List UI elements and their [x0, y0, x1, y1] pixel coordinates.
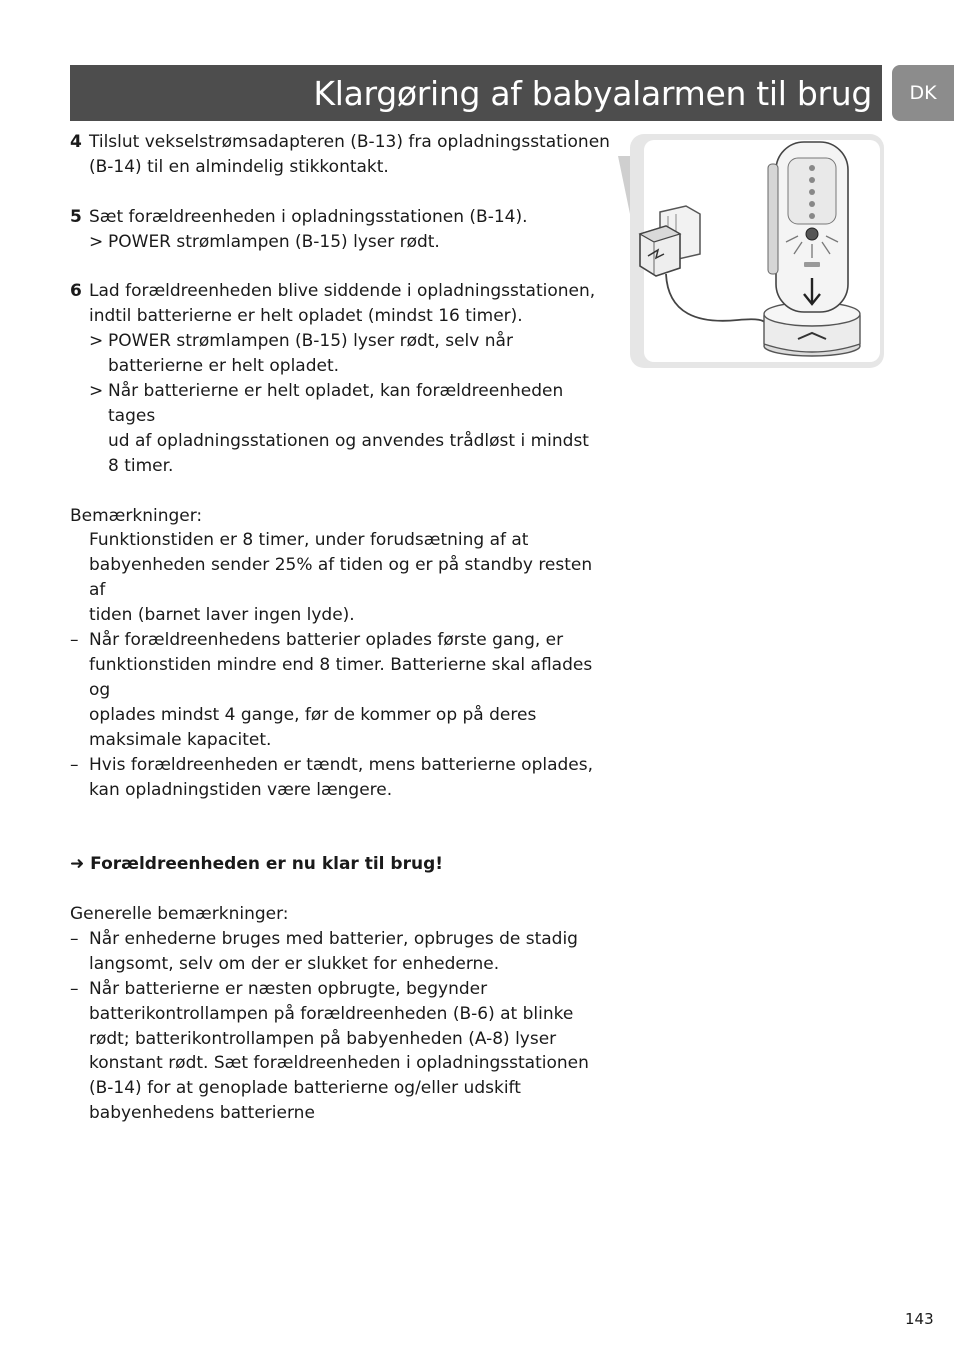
result-marker: >	[89, 381, 104, 402]
note-line: oplades mindst 4 gange, før de kommer op på deres	[89, 704, 537, 725]
charging-station-illustration	[618, 134, 884, 368]
dash-marker: –	[70, 630, 79, 651]
note-line: Når enhederne bruges med batterier, opbruges de stadig	[89, 928, 578, 949]
note-item	[70, 628, 610, 753]
step-line: indtil batterierne er helt opladet (mindst 16 timer).	[89, 306, 523, 327]
general-notes-heading: Generelle bemærkninger:	[70, 904, 289, 925]
note-line: funktionstiden mindre end 8 timer. Batterierne skal aflades og	[89, 654, 593, 700]
general-note-item	[70, 977, 610, 1126]
dash-marker: –	[70, 754, 79, 775]
step-result	[70, 230, 610, 255]
general-note-item	[70, 927, 610, 977]
note-line: maksimale kapacitet.	[89, 729, 272, 750]
step-result	[70, 329, 610, 379]
note-line: Når forældreenhedens batterier oplades første gang, er	[89, 630, 564, 651]
note-line: konstant rødt. Sæt forældreenheden i opladningsstationen	[89, 1053, 589, 1074]
page-title: Klargøring af babyalarmen til brug	[313, 73, 872, 113]
main-content	[70, 130, 610, 1126]
result-marker: >	[89, 331, 104, 352]
result-line: batterierne er helt opladet.	[108, 356, 340, 377]
step-number: 4	[70, 132, 82, 152]
step-result	[70, 379, 610, 479]
result-line: 8 timer.	[108, 455, 174, 476]
note-line: (B-14) for at genoplade batterierne og/eller udskift	[89, 1078, 521, 1099]
step-5	[70, 205, 610, 230]
note-line: babyenhedens batterierne	[89, 1103, 315, 1124]
arrow-icon: ➜	[70, 854, 85, 875]
page-header	[70, 65, 882, 121]
notes-line: Funktionstiden er 8 timer, under forudsætning af at	[89, 530, 529, 551]
ready-text: Forældreenheden er nu klar til brug!	[90, 854, 444, 875]
result-line: POWER strømlampen (B-15) lyser rødt.	[108, 231, 440, 252]
step-line: Tilslut vekselstrømsadapteren (B-13) fra opladningsstationen	[89, 132, 610, 152]
note-line: kan opladningstiden være længere.	[89, 779, 393, 800]
notes-heading: Bemærkninger:	[70, 505, 203, 526]
notes-line: babyenheden sender 25% af tiden og er på standby resten af	[89, 555, 593, 601]
step-4	[70, 130, 610, 180]
result-marker: >	[89, 231, 104, 252]
note-line: Hvis forældreenheden er tændt, mens batterierne oplades,	[89, 754, 594, 775]
language-tab: DK	[892, 65, 954, 121]
page-number: 143	[905, 1310, 934, 1328]
note-line: batterikontrollampen på forældreenheden (B-6) at blinke	[89, 1003, 574, 1024]
step-number: 5	[70, 206, 82, 227]
result-line: ud af opladningsstationen og anvendes trådløst i mindst	[108, 430, 589, 451]
step-number: 6	[70, 281, 82, 302]
step-line: Sæt forældreenheden i opladningsstationen (B-14).	[89, 206, 528, 227]
ready-statement	[70, 852, 610, 877]
notes-line: tiden (barnet laver ingen lyde).	[89, 605, 355, 626]
note-line: langsomt, selv om der er slukket for enhederne.	[89, 953, 500, 974]
note-line: rødt; batterikontrollampen på babyenheden (A-8) lyser	[89, 1028, 557, 1049]
dash-marker: –	[70, 928, 79, 949]
figure-tab	[618, 156, 630, 214]
note-item	[70, 753, 610, 803]
result-line: Når batterierne er helt opladet, kan forældreenheden tages	[108, 381, 564, 426]
parent-unit	[768, 142, 848, 312]
dash-marker: –	[70, 978, 79, 999]
notes-intro	[70, 528, 610, 628]
step-line: (B-14) til en almindelig stikkontakt.	[89, 156, 389, 177]
step-6	[70, 279, 610, 329]
note-line: Når batterierne er næsten opbrugte, begynder	[89, 978, 488, 999]
power-adapter	[640, 226, 680, 276]
step-line: Lad forældreenheden blive siddende i opladningsstationen,	[89, 281, 596, 302]
result-line: POWER strømlampen (B-15) lyser rødt, selv når	[108, 331, 513, 352]
